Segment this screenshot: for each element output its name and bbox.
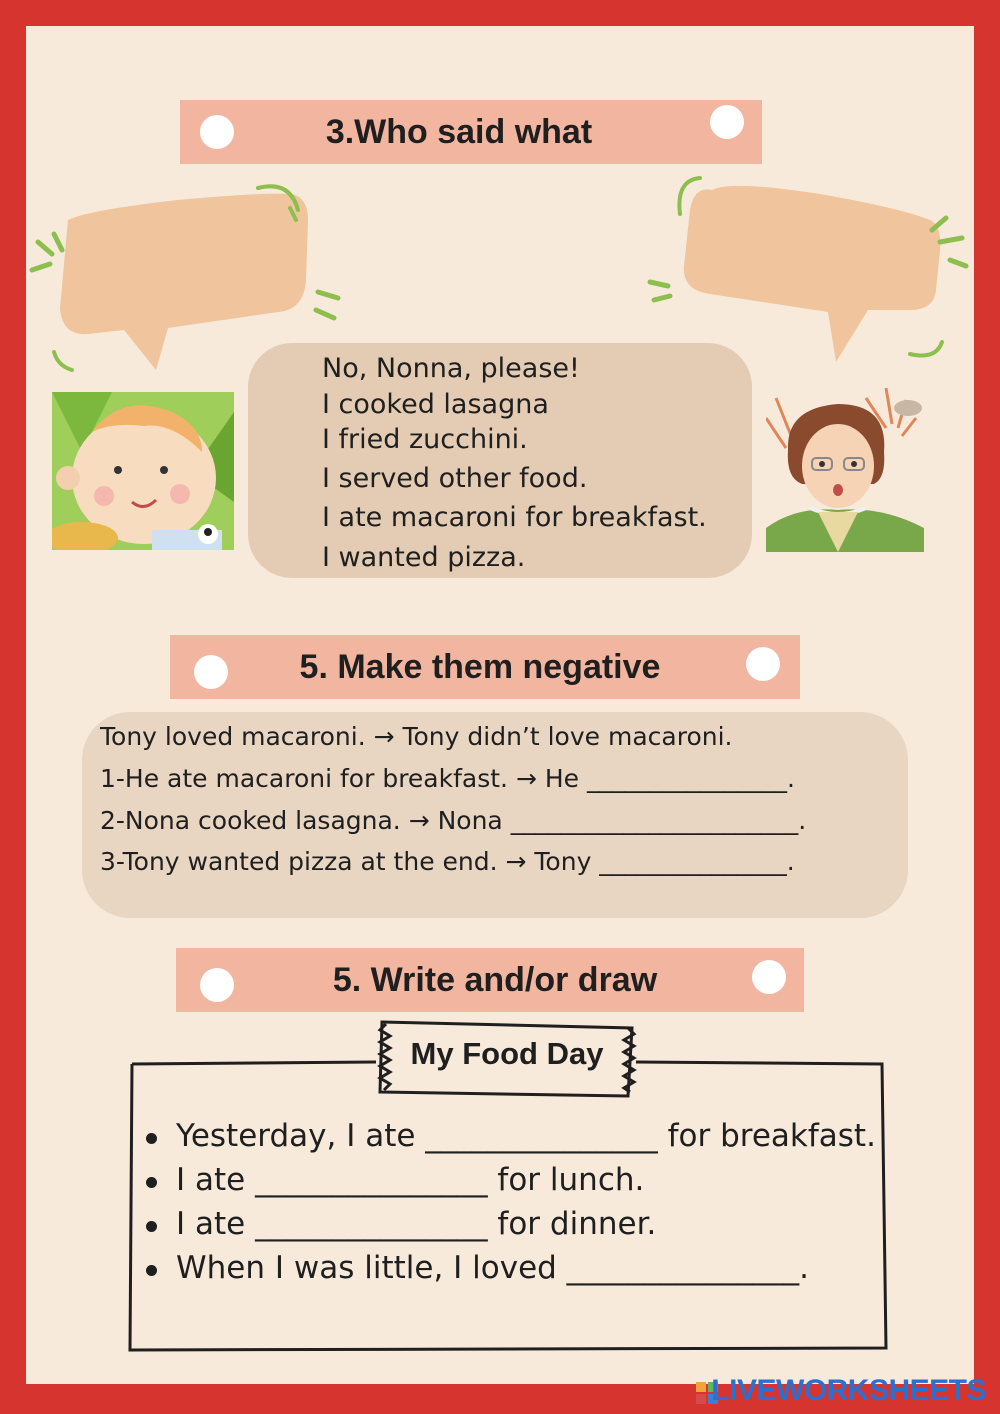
banner-dot-right <box>746 647 780 681</box>
bullet-icon <box>146 1177 157 1188</box>
quote-line[interactable]: I fried zucchini. <box>322 424 528 455</box>
exercise-line-2[interactable]: 2-Nona cooked lasagna. → Nona _______________________. <box>100 806 807 835</box>
nonna-illustration <box>766 388 924 552</box>
food-day-title: My Food Day <box>410 1036 604 1071</box>
quote-line[interactable]: I cooked lasagna <box>322 389 549 420</box>
bullet-icon <box>146 1221 157 1232</box>
speech-bubble-right <box>640 170 980 370</box>
banner-dot-right <box>710 105 744 139</box>
bullet-icon <box>146 1133 157 1144</box>
quote-line[interactable]: I ate macaroni for breakfast. <box>322 502 707 533</box>
example-sentence: Tony loved macaroni. → Tony didn’t love macaroni. <box>100 722 733 751</box>
liveworksheets-logo[interactable]: LIVEWORKSHEETS <box>711 1374 986 1407</box>
banner-dot-left <box>200 968 234 1002</box>
section1-banner <box>180 100 762 164</box>
section2-title: 5. Make them negative <box>299 647 661 686</box>
quote-line[interactable]: I served other food. <box>322 463 588 494</box>
bullet-icon <box>146 1265 157 1276</box>
tony-illustration <box>52 392 234 550</box>
food-item-dinner[interactable]: I ate _______________ for dinner. <box>176 1206 657 1242</box>
food-item-childhood[interactable]: When I was little, I loved _______________. <box>176 1250 810 1286</box>
negative-sentences-box <box>82 712 908 918</box>
section3-title: 5. Write and/or draw <box>332 960 658 999</box>
quote-line[interactable]: No, Nonna, please! <box>322 353 580 384</box>
section3-banner <box>176 948 804 1012</box>
exercise-line-1[interactable]: 1-He ate macaroni for breakfast. → He ________________. <box>100 764 795 793</box>
section2-banner <box>170 635 800 699</box>
food-item-breakfast[interactable]: Yesterday, I ate _______________ for breakfast. <box>176 1118 876 1154</box>
quote-line[interactable]: I wanted pizza. <box>322 542 526 573</box>
food-item-lunch[interactable]: I ate _______________ for lunch. <box>176 1162 645 1198</box>
quotes-box <box>248 343 752 578</box>
banner-dot-left <box>200 115 234 149</box>
section1-title: 3.Who said what <box>325 112 593 151</box>
food-day-title-tag <box>376 1018 638 1102</box>
banner-dot-left <box>194 655 228 689</box>
exercise-line-3[interactable]: 3-Tony wanted pizza at the end. → Tony _______________. <box>100 847 795 876</box>
banner-dot-right <box>752 960 786 994</box>
